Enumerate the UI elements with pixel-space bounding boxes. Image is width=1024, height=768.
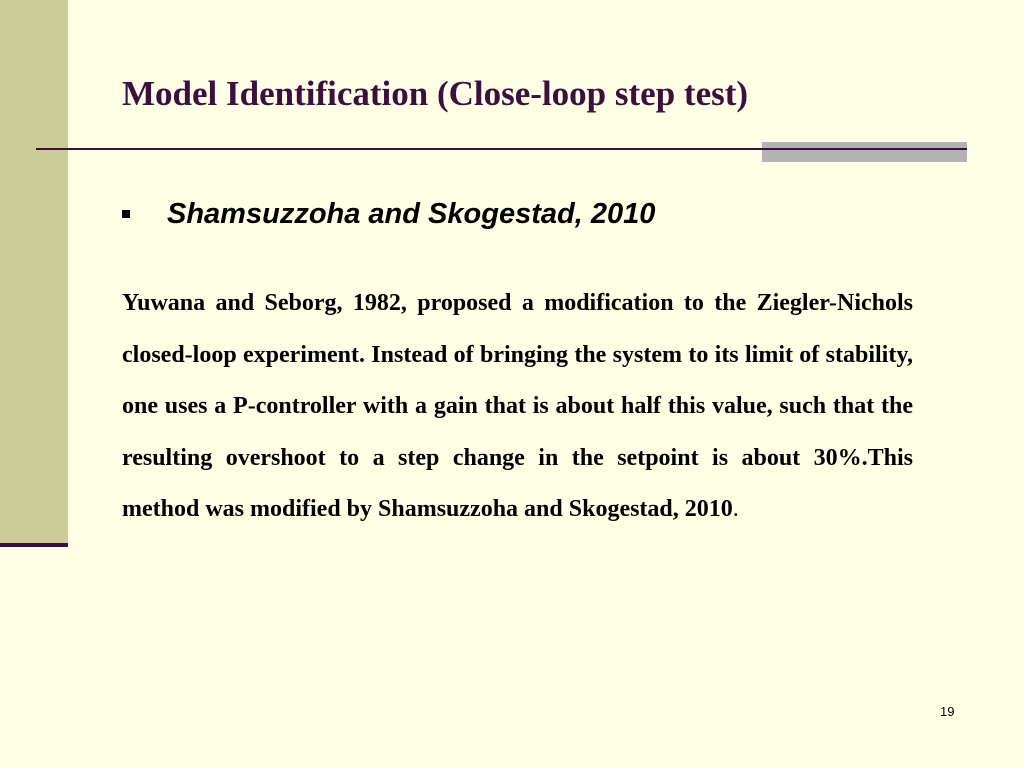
bullet-text: Shamsuzzoha and Skogestad, 2010 [167,197,656,230]
body-end-period: . [732,496,739,522]
body-paragraph [122,278,913,536]
left-bar-accent-line [0,543,68,547]
bullet-item [122,194,655,234]
title-gray-accent-bar [762,142,967,162]
page-number: 19 [940,704,955,719]
body-text: Yuwana and Seborg, 1982, proposed a modification to the Ziegler-Nichols closed-loop experiment. Instead of bringing the system to its limit of stability, one uses a P-controller with a gain that is about half this value, such that the resulting overshoot to a step change in the setpoint is about 30%.This method was modified by Shamsuzzoha and Skogestad, 2010 [122,290,913,522]
left-decorative-bar [0,0,68,545]
square-bullet-icon [122,210,130,218]
slide-title: Model Identification (Close-loop step test) [122,74,749,113]
